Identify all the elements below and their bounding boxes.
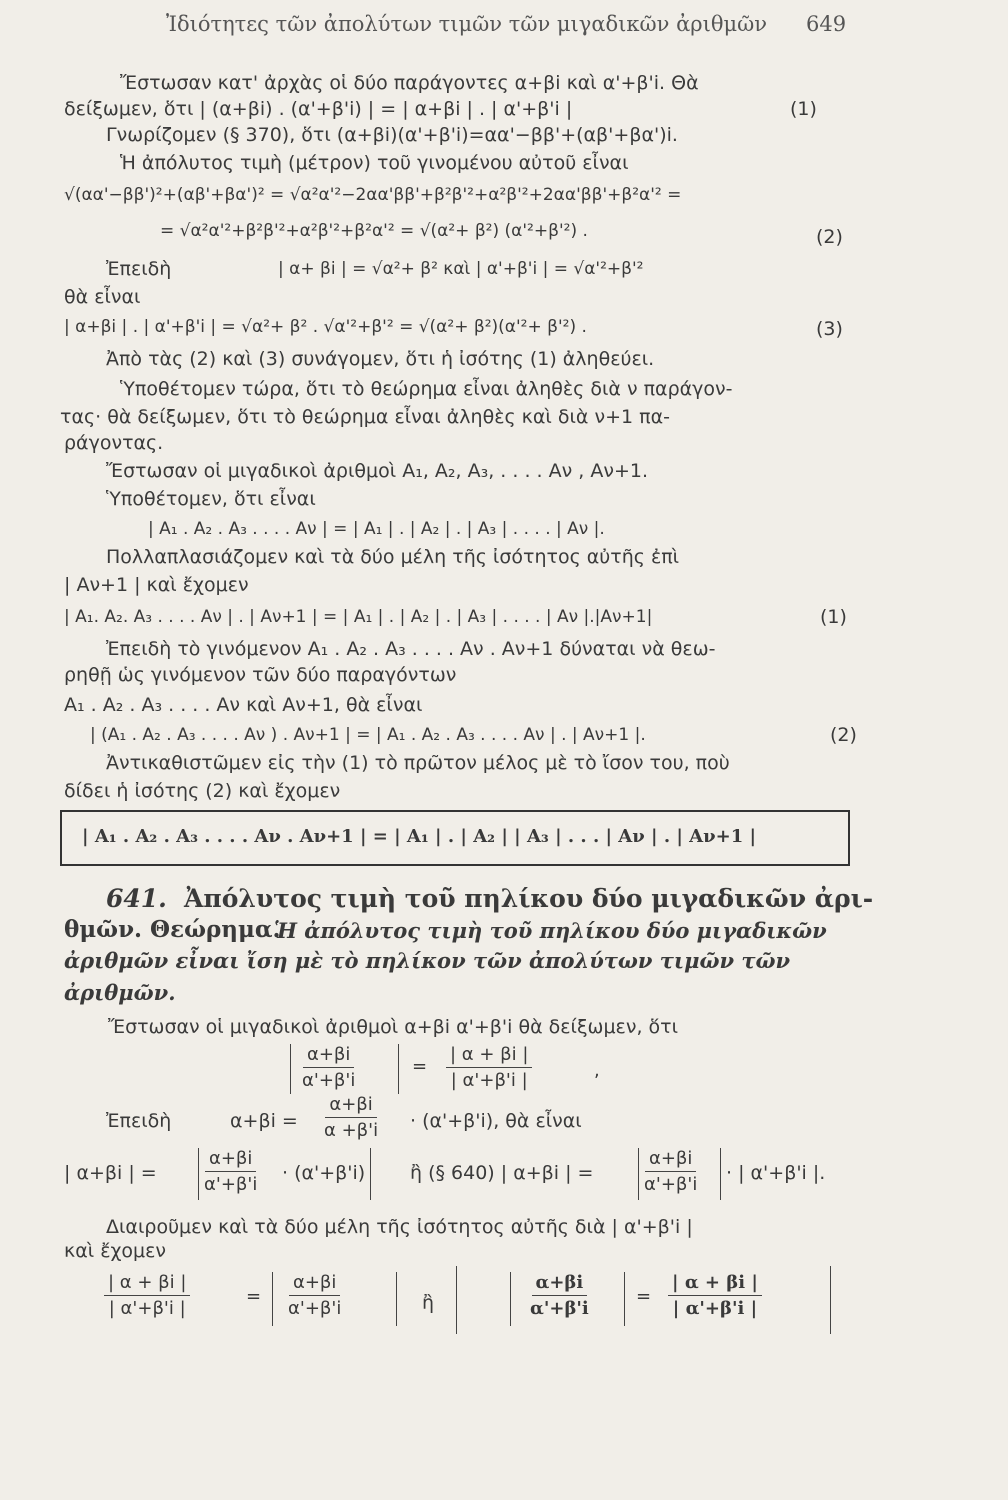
equation: · (α'+β'i) <box>282 1162 366 1184</box>
fraction: $\frac{| \alpha + \beta i |}{| \alpha'+\beta'i |}$ <box>446 1044 532 1091</box>
boxed-equation: | A₁ . A₂ . A₃ . . . . Aν . Aν+1 | = | A₁ | . | A₂ | | A₃ | . . . | Aν | . | Aν+1 | <box>82 826 757 847</box>
running-title: Ἰδιότητες τῶν ἀπολύτων τιμῶν τῶν μιγαδικῶν ἀριθμῶν <box>166 12 768 36</box>
equation-number: (3) <box>816 318 843 340</box>
equation-number: (1) <box>820 606 847 628</box>
abs-bar <box>396 1272 397 1326</box>
text-line: Ἔστωσαν κατ' ἀρχὰς οἱ δύο παράγοντες α+βi καὶ α'+β'i. Θὰ <box>120 72 699 94</box>
abs-bar <box>510 1272 511 1326</box>
equals-sign: = <box>636 1286 652 1307</box>
text-line: Διαιροῦμεν καὶ τὰ δύο μέλη τῆς ἰσότητος αὐτῆς διὰ | α'+β'i | <box>106 1216 693 1238</box>
abs-bar <box>638 1148 639 1200</box>
equation: √(αα'−ββ')²+(αβ'+βα')² = √α²α'²−2αα'ββ'+β²β'²+α²β'²+2αα'ββ'+β²α'² = <box>64 185 682 205</box>
comma: , <box>594 1060 600 1081</box>
equation-number: (1) <box>790 98 817 120</box>
text-line: Ἀπὸ τὰς (2) καὶ (3) συνάγομεν, ὅτι ἡ ἰσότης (1) ἀληθεύει. <box>106 348 655 370</box>
fraction: $\frac{\alpha+\beta i}{\alpha'+\beta'i}$ <box>530 1272 589 1319</box>
text-line: A₁ . A₂ . A₃ . . . . Aν καὶ Aν+1, θὰ εἶναι <box>64 694 423 716</box>
text-line: | Aν+1 | καὶ ἔχομεν <box>64 574 249 596</box>
abs-bar <box>624 1272 625 1326</box>
equals-sign: = <box>246 1286 262 1307</box>
fraction: $\frac{\alpha+\beta i}{\alpha'+\beta'i}$ <box>302 1044 356 1091</box>
text-line: Πολλαπλασιάζομεν καὶ τὰ δύο μέλη τῆς ἰσότητος αὐτῆς ἐπὶ <box>106 546 680 568</box>
text-line: Ἐπειδὴ τὸ γινόμενον A₁ . A₂ . A₃ . . . . Aν . Aν+1 δύναται νὰ θεω- <box>106 638 716 660</box>
section-title: Ἀπόλυτος τιμὴ τοῦ πηλίκου δύο μιγαδικῶν ἀρι- <box>184 884 874 913</box>
theorem-text: Ἡ ἀπόλυτος τιμὴ τοῦ πηλίκου δύο μιγαδικῶν <box>274 918 827 943</box>
equation: | A₁ . A₂ . A₃ . . . . Aν | = | A₁ | . | A₂ | . | A₃ | . . . . | Aν |. <box>148 519 605 539</box>
abs-bar <box>456 1266 457 1334</box>
equation: ἢ (§ 640) | α+βi | = <box>410 1162 594 1184</box>
text-line: θὰ εἶναι <box>64 286 141 308</box>
text-line: Ἐπειδὴ <box>106 1110 172 1132</box>
text-line: Ὑποθέτομεν, ὅτι εἶναι <box>106 488 316 510</box>
abs-bar <box>398 1044 399 1094</box>
text-line: Ὑποθέτομεν τώρα, ὅτι τὸ θεώρημα εἶναι ἀληθὲς διὰ ν παράγον- <box>120 378 733 400</box>
fraction: $\frac{| \alpha + \beta i |}{| \alpha'+\beta'i |}$ <box>104 1272 190 1319</box>
abs-bar <box>370 1148 371 1200</box>
or-word: ἢ <box>422 1292 435 1314</box>
text-line: Ἡ ἀπόλυτος τιμὴ (μέτρον) τοῦ γινομένου αὐτοῦ εἶναι <box>120 152 629 174</box>
text-line: Ἀντικαθιστῶμεν εἰς τὴν (1) τὸ πρῶτον μέλος μὲ τὸ ἴσον του, ποὺ <box>106 752 730 774</box>
text-line: Ἔστωσαν οἱ μιγαδικοὶ ἀριθμοὶ α+βi α'+β'i θὰ δείξωμεν, ὅτι <box>108 1016 679 1038</box>
page-number: 649 <box>806 12 847 36</box>
equation: | α+βi | = <box>64 1162 157 1184</box>
abs-bar <box>290 1044 291 1094</box>
text-line: δείξωμεν, ὅτι | (α+βi) . (α'+β'i) | = | α+βi | . | α'+β'i | <box>64 98 573 120</box>
equals-sign: = <box>412 1056 428 1077</box>
abs-bar <box>720 1148 721 1200</box>
fraction: $\frac{\alpha+\beta i}{\alpha'+\beta'i}$ <box>644 1148 698 1195</box>
equation: | A₁. A₂. A₃ . . . . Aν | . | Aν+1 | = | A₁ | . | A₂ | . | A₃ | . . . . | Aν |.|Aν+1| <box>64 607 653 627</box>
equation: α+βi = <box>230 1110 298 1132</box>
theorem-text: ἀριθμῶν εἶναι ἴση μὲ τὸ πηλίκον τῶν ἀπολύτων τιμῶν τῶν <box>64 948 791 973</box>
abs-bar <box>830 1266 831 1334</box>
equation: · | α'+β'i |. <box>726 1162 826 1184</box>
abs-bar <box>198 1148 199 1200</box>
text-line: ρηθῇ ὡς γινόμενον τῶν δύο παραγόντων <box>64 664 457 686</box>
text-line: Ἐπειδὴ <box>106 258 172 280</box>
text-line: Γνωρίζομεν (§ 370), ὅτι (α+βi)(α'+β'i)=αα'−ββ'+(αβ'+βα')i. <box>106 124 678 146</box>
equation: = √α²α'²+β²β'²+α²β'²+β²α'² = √(α²+ β²) (α'²+β'²) . <box>160 221 588 241</box>
fraction: $\frac{| \alpha + \beta i |}{| \alpha'+\beta'i |}$ <box>668 1272 762 1319</box>
theorem-text: ἀριθμῶν. <box>64 980 176 1005</box>
text-line: Ἔστωσαν οἱ μιγαδικοὶ ἀριθμοὶ A₁, A₂, A₃, . . . . Aν , Aν+1. <box>106 460 649 482</box>
fraction: $\frac{\alpha+\beta i}{\alpha'+\beta'i}$ <box>288 1272 342 1319</box>
text-line: τας· θὰ δείξωμεν, ὅτι τὸ θεώρημα εἶναι ἀληθὲς καὶ διὰ ν+1 πα- <box>60 406 670 428</box>
text-line: ράγοντας. <box>64 432 164 454</box>
equation: | (A₁ . A₂ . A₃ . . . . Aν ) . Aν+1 | = | A₁ . A₂ . A₃ . . . . Aν | . | Aν+1 |. <box>90 725 646 745</box>
fraction: $\frac{\alpha+\beta i}{\alpha +\beta'i}$ <box>324 1094 379 1141</box>
equation: | α+ βi | = √α²+ β² καὶ | α'+β'i | = √α'²+β'² <box>278 259 644 279</box>
text-line: · (α'+β'i), θὰ εἶναι <box>410 1110 582 1132</box>
text-line: δίδει ἡ ἰσότης (2) καὶ ἔχομεν <box>64 780 341 802</box>
equation-number: (2) <box>830 724 857 746</box>
equation: | α+βi | . | α'+β'i | = √α²+ β² . √α'²+β'² = √(α²+ β²)(α'²+ β'²) . <box>64 317 587 337</box>
equation-number: (2) <box>816 226 843 248</box>
section-title: θμῶν. Θεώρημα. <box>64 916 281 943</box>
section-number: 641. <box>106 884 167 913</box>
text-line: καὶ ἔχομεν <box>64 1240 167 1262</box>
fraction: $\frac{\alpha+\beta i}{\alpha'+\beta'i}$ <box>204 1148 258 1195</box>
abs-bar <box>272 1272 273 1326</box>
